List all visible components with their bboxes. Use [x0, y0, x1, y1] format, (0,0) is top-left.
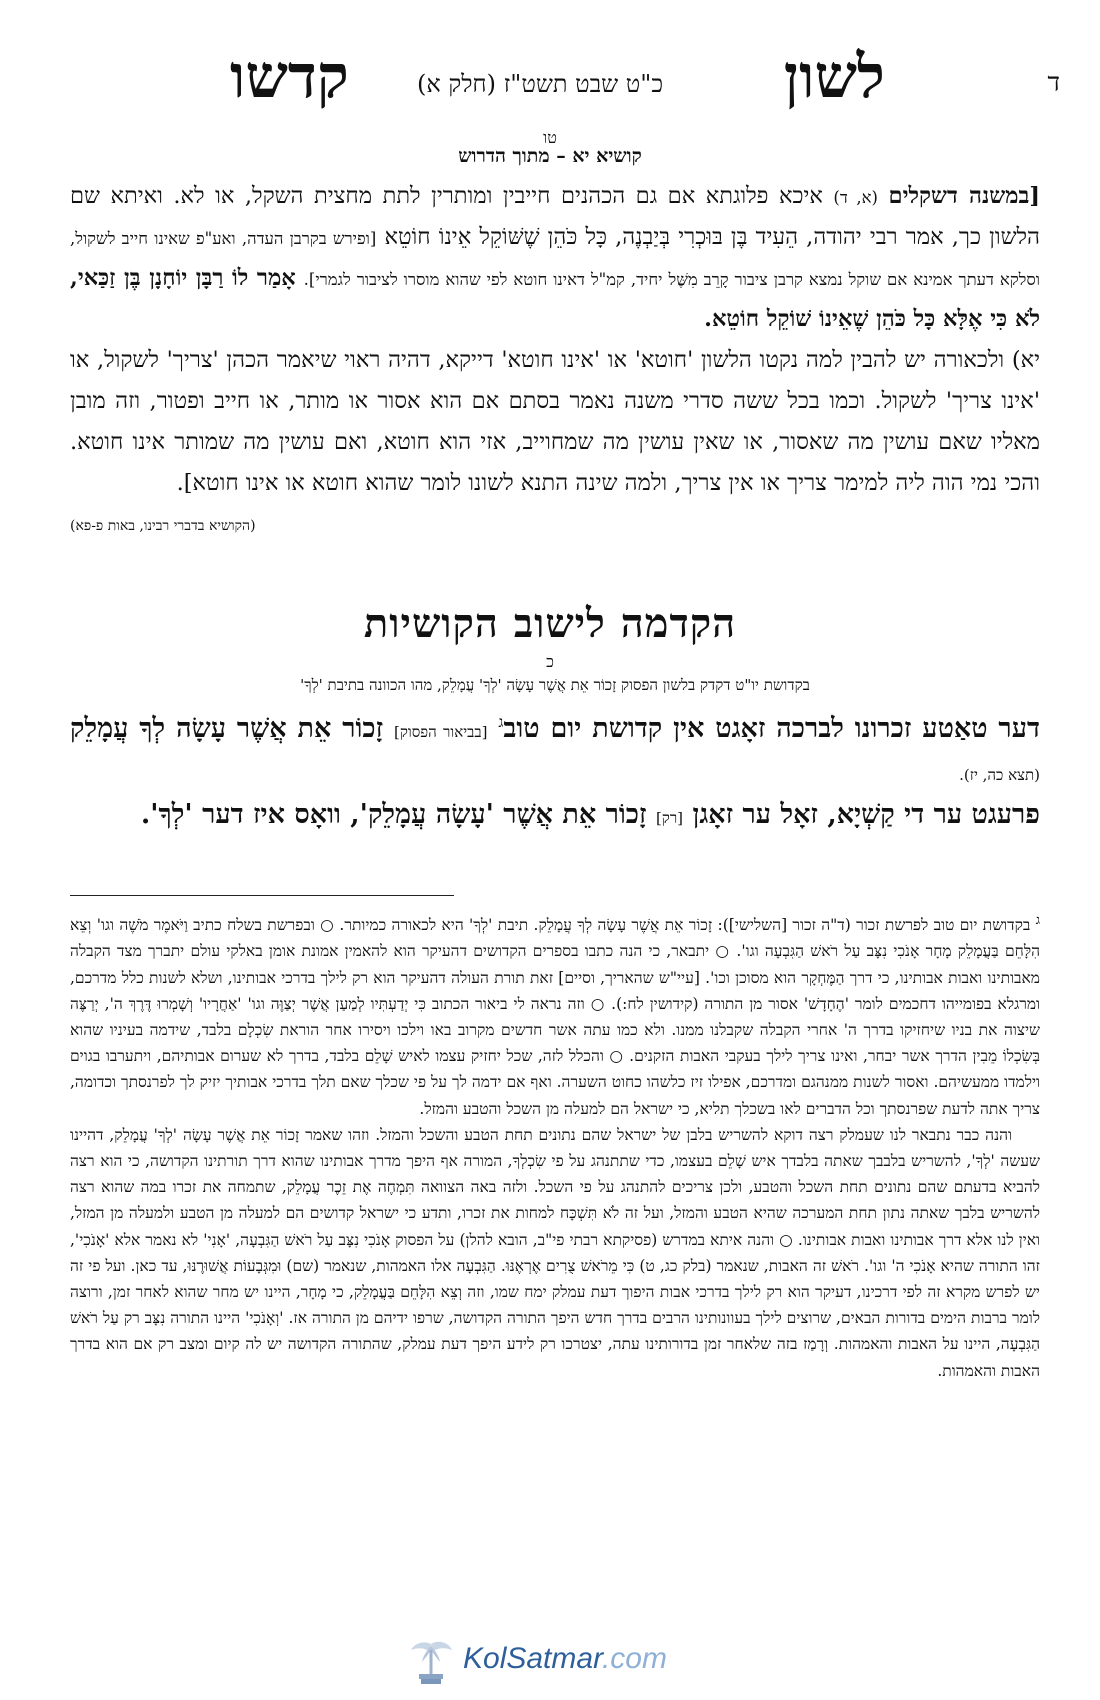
question-body: [70, 176, 1040, 547]
yiddish-text-a: דער טאַטע זכרונו לברכה זאָגט אין קדושת יום טוב: [503, 713, 1040, 744]
yiddish-body: [70, 702, 1040, 838]
mishnah-text: איכא פלוגתא אם גם הכהנים חייבין ומותרין לתת מחצית השקל, או לא. ואיתא שם הלשון כך, אמר רבי יהודה, הֵעִיד בֶּן בּוּכְרִי בְּיַבְנֶה, כָּל כֹּהֵן שֶׁשּׁוֹקֵל אֵינוֹ חוֹטֵא: [70, 183, 1040, 250]
yiddish-line-2: [70, 795, 1040, 838]
header-title-right: לשון: [783, 42, 885, 112]
footnote-marker: ג: [498, 713, 504, 731]
question-source: (הקושיא בדברי רבינו, באות פ-פא): [70, 518, 256, 534]
yiddish-bracket-2: [רק]: [655, 809, 684, 827]
footnotes: [70, 908, 1040, 1384]
question-title: קושיא יא – מתוך הדרוש: [458, 145, 642, 167]
footnote-text-2: והנה כבר נתבאר לנו שעמלק רצה דוקא להשריש בלבן של ישראל שהם נתונים תחת הטבע והשכל והמזל. וזהו שאמר זָכוֹר אֵת אֲשֶׁר עָשָׂה 'לְךָ' עֲמָלֵק, דהיינו שעשה 'לְךָ', להשריש בלבבך שאתה בלבדך איש שָׁלֵם בעצמו, כדי שתתנהג על פי שִׂכְלְךָ, המורה אף היפך מדרך אבותינו שהוא דרך תורתינו הקדושה, כי הוא רצה להביא בדעתם שהם נתונים תחת השכל והטבע, ולכן צריכים להתנהג על פי השכל. ולזה באה הצוואה תִּמְחֶה אֶת זֵכֶר עֲמָלֵק, שתמחה את זכרו במה שהוא רצה להשריש בלבך שאתה נתון תחת המערכה שהיא הטבע והמזל, ועל זה לֹא תִּשְׁכָּח למחות את זכרו, ותדע כי ישראל קדושים הם למעלה מן הטבע ולמעלה מן המזל, ואין לנו אלא דרך אבותינו ואבות אבותינו. ○ והנה איתא במדרש (פסיקתא רבתי פי"ב, הובא להלן) על הפסוק אָנֹכִי נִצָּב עַל רֹאשׁ הַגִּבְעָה, 'אָנִי' לא נאמר אלא 'אָנֹכִי', זהו התורה שהיא אָנֹכִי ה' וגו'. רֹאשׁ זה האבות, שנאמר (בלק כג, ט) כִּי מֵרֹאשׁ צֻרִים אֶרְאֶנּוּ. הַגִּבְעָה אלו האמהות, שנאמר (שם) וּמִגְּבָעוֹת אֲשׁוּרֶנּוּ, עד כאן. ועל פי זה יש לפרש מקרא זה לפי דרכינו, דעיקר הוא רק לילך בדרכי אבות היפוך דעת עמלק ימח שמו, וזה וְצֵא הִלָּחֵם בַּעֲמָלֵק, כי מָחָר, היינו יש מחר שהוא לאחר זמן, ורוצה לומר ברבות הימים בדורות הבאים, שרוצים לילך בעוונותינו הרבים בדרך חדש היפך התורה הקדושה, שרפו ידיהם מן התורה אז. 'וְאָנֹכִי' היינו התורה נִצָּב רק עַל רֹאשׁ הַגִּבְעָה, היינו על האבות והאמהות. וְרָמַז בזה שלאחר זמן בדורותינו עתה, יצטרכו רק לידע היפך דעת עמלק, שהתורה הקדושה יש לה קיום ומצב רק אם הוא בדרך האבות והאמהות.: [70, 1125, 1040, 1380]
yiddish-bracket: [בביאור הפסוק]: [394, 723, 488, 741]
mishnah-opening: [במשנה דשקלים: [888, 183, 1041, 209]
kolsatmar-watermark: [405, 1636, 735, 1688]
header-title-left: קדשו: [230, 42, 349, 112]
page-header: [60, 40, 1060, 120]
mishnah-conclusion: אָמַר לוֹ רַבָּן יוֹחָנָן בֶּן זַכַּאי, לֹא כִּי אֶלָּא כָּל כֹּהֵן שֶׁאֵינוֹ שׁוֹקֵל חוֹטֵא.: [70, 265, 1040, 332]
intro-title: הקדמה לישוב הקושיות: [363, 600, 737, 647]
question-paragraph: [70, 340, 1040, 534]
footnote-divider: [70, 895, 454, 896]
yiddish-text-b: פרעגט ער די קַשְׁיָא, זאָל ער זאָגן: [692, 799, 1040, 830]
footnote-paragraph-1: [70, 908, 1040, 1122]
yiddish-line-1: [70, 702, 1040, 795]
mishnah-paragraph: [70, 176, 1040, 340]
mishnah-citation: (א, ד): [833, 188, 878, 207]
header-date: כ"ט שבט תשט"ז (חלק א): [416, 70, 664, 98]
korban-haeda-gloss: [ופירש בקרבן העדה, ואע"פ שאינו חייב לשקול, וסלקא דעתך אמינא אם שוקל נמצא קרבן ציבור קָרֵב מִשֶּׁל יחיד, קמ"ל דאינו חוטא לפי שהוא מוסרו לציבור לגמרי].: [70, 229, 1040, 289]
logo-suffix: .com: [601, 1642, 667, 1675]
intro-subline: בקדושת יו"ט דקדק בלשון הפסוק זָכוֹר אֵת אֲשֶׁר עָשָׂה 'לְךָ' עֲמָלֵק, מהו הכוונה בתיבת 'לְךָ': [300, 676, 810, 694]
palm-tree-icon: [405, 1636, 457, 1688]
yiddish-verse: זָכוֹר אֵת אֲשֶׁר עָשָׂה לְךָ עֲמָלֵק: [70, 713, 384, 744]
verse-citation: (תצא כה, יז).: [959, 766, 1040, 784]
logo-brand: KolSatmar: [463, 1642, 602, 1675]
page-number: ד: [1047, 68, 1060, 98]
footnote-text-1: בקדושת יום טוב לפרשת זכור (ד"ה זכור [השלישי]): זָכוֹר אֵת אֲשֶׁר עָשָׂה לְךָ עֲמָלֵק. תיבת 'לְךָ' היא לכאורה כמיותר. ○ ובפרשת בשלח כתיב וַיֹּאמֶר מֹשֶׁה וגו' וְצֵא הִלָּחֵם בַּעֲמָלֵק מָחָר אָנֹכִי נִצָּב עַל רֹאשׁ הַגִּבְעָה וגו'. ○ יתבאר, כי הנה כתבו בספרים הקדושים דהעיקר הוא להאמין אמונת אומן באלקי עולם יתברך מצד הקבלה מאבותינו ואבות אבותינו, כי דרך הַמֶּחְקָר הוא מסוכן וכו'. [עיי"ש שהאריך, וסיים] זאת תורת העולה דהעיקר הוא רק לילך בדרכי אבותינו, ושלא לשנות כלל מדרכם, ומרגלא בפומייהו דחכמים לומר 'הֶחָדָשׁ' אסור מן התורה (קידושין לח:). ○ וזה נראה לי ביאור הכתוב כִּי יְדַעְתִּיו לְמַעַן אֲשֶׁר יְצַוֶּה וגו' 'אַחֲרָיו' וְשָׁמְרוּ דֶּרֶךְ ה', יְרַצֶּה שיצוה את בניו שיחזיקו בדרך ה' אחרי הקבלה שקבלנו ממנו. ולא כמו עתה אשר חדשים מקרוב באו וילכו ויסירו אחר הוראת שִׂכְלָם בלבד, שידמה בעיניו שהוא בְּשִׂכְלוֹ מֵבִין הדרך אשר יבחר, ואינו צריך לילך בעקבי האבות הזקנים. ○ והכלל לזה, שכל יחזיק עצמו לאיש שָׁלֵם בלבד, בדרך לא שערום אבותיהם, ויתערבו בגוים וילמדו ממעשיהם. ואסור לשנות ממנהגם ומדרכם, אפילו זיז כלשהו כחוט השערה. ואף אם ידמה לך על פי שכלך שאם תלך בדרכי אבותיך יזיק לך לפרנסתך וכדומה, צריך אתה לדעת שפרנסתך וכל הדברים לאו בשכלך תליא, כי ישראל הם למעלה מן השכל והטבע והמזל.: [70, 916, 1040, 1118]
intro-number: כ: [546, 652, 554, 671]
footnote-paragraph-2: [70, 1122, 1040, 1384]
section-number: טו: [543, 128, 557, 147]
yiddish-verse-2: זָכוֹר אֵת אֲשֶׁר 'עָשָׂה עֲמָלֵק', וואָס איז דער 'לְךָ'.: [140, 799, 647, 830]
question-text: יא) ולכאורה יש להבין למה נקטו הלשון 'חוטא' או 'אינו חוטא' דייקא, דהיה ראוי שיאמר הכהן 'צריך' לשקול, או 'אינו צריך' לשקול. וכמו בכל ששה סדרי משנה נאמר בסתם אם הוא אסור או מותר, או חייב ופטור, וזה מובן מאליו שאם עושין מה שאסור, או שאין עושין מה שמחוייב, אזי הוא חוטא, ואם עושין מה שמותר אינו חוטא. והכי נמי הוה ליה למימר צריך או אין צריך, ולמה שינה התנא לשונו לומר שהוא חוטא או אינו חוטא].: [70, 347, 1040, 496]
footnote-number: ג: [1035, 913, 1040, 928]
